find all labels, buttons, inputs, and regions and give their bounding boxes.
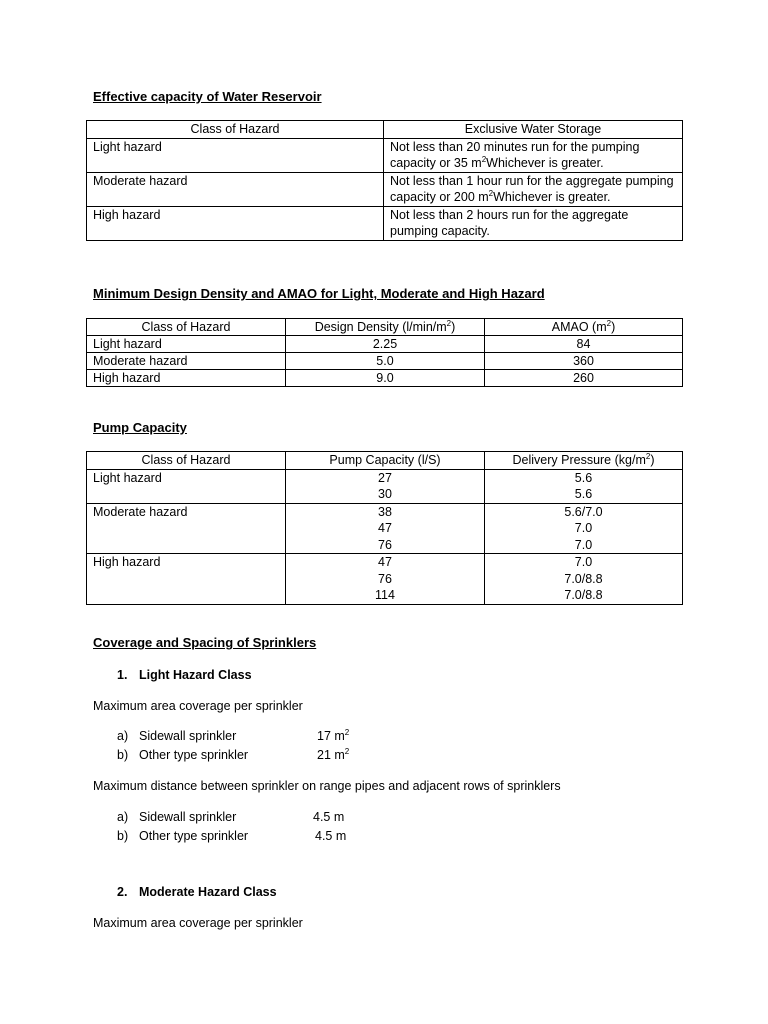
item-value: 21 m (317, 748, 345, 762)
hazard-cell: High hazard (87, 554, 286, 605)
table-row (87, 138, 683, 172)
table-row (87, 172, 683, 206)
hazard-cell: Moderate hazard (87, 353, 286, 370)
capacity-cell: 27 30 (286, 469, 485, 503)
pressure-cell: 5.6/7.0 7.0 7.0 (485, 503, 683, 554)
hazard-cell: High hazard (87, 370, 286, 387)
density-cell: 5.0 (286, 353, 485, 370)
capacity-cell: 38 47 76 (286, 503, 485, 554)
hazard-cell: Light hazard (87, 138, 384, 172)
item-value: 4.5 m (315, 829, 347, 843)
table-row (87, 370, 683, 387)
table-header-row (87, 121, 683, 139)
pressure-cell: 7.0 7.0/8.8 7.0/8.8 (485, 554, 683, 605)
reservoir-heading: Effective capacity of Water Reservoir (93, 89, 322, 104)
item-label: Sidewall sprinkler (139, 810, 237, 824)
item-label: Other type sprinkler (139, 829, 249, 843)
density-cell: 9.0 (286, 370, 485, 387)
item-value: 17 m (317, 729, 345, 743)
table-row (87, 554, 683, 605)
item-label: Sidewall sprinkler (139, 729, 237, 743)
column-header: Design Density $(l/\min/m^2)$ (286, 319, 485, 336)
table-row (87, 206, 683, 240)
hazard-cell: Light hazard (87, 469, 286, 503)
list-number: 2. (117, 885, 128, 899)
column-header: AMAO $(m^2)$ (485, 319, 683, 336)
item-value: 4.5 m (313, 810, 345, 824)
item-label: Other type sprinkler (139, 748, 249, 762)
hazard-cell: Moderate hazard (87, 503, 286, 554)
light-area-text: Maximum area coverage per sprinkler (93, 699, 303, 713)
table-row (87, 353, 683, 370)
subheading-label: Light Hazard Class (139, 668, 252, 682)
storage-cell: Not less than 1 hour run for the aggregate pumping capacity or 200 $m^2Whichever$ is greater. (384, 172, 683, 206)
list-item (117, 828, 346, 844)
column-header: Class of Hazard (87, 319, 286, 336)
density-heading: Minimum Design Density and AMAO for Light, Moderate and High Hazard (93, 286, 545, 301)
light-distance-text: Maximum distance between sprinkler on range pipes and adjacent rows of sprinklers (93, 779, 561, 793)
list-item (117, 809, 344, 825)
column-header: Delivery Pressure $(kg/m^2)$ (485, 452, 683, 470)
coverage-heading: Coverage and Spacing of Sprinklers (93, 635, 317, 650)
list-marker: b) (117, 829, 129, 843)
hazard-cell: Light hazard (87, 336, 286, 353)
amao-cell: 360 (485, 353, 683, 370)
list-marker: a) (117, 810, 129, 824)
column-header: Class of Hazard (87, 452, 286, 470)
storage-cell: Not less than 20 minutes run for the pumping capacity or 35 $m^2Whichever$ is greater. (384, 138, 683, 172)
table-row (87, 503, 683, 554)
list-item: a) Sidewall sprinkler 17 $m^2$ (117, 727, 350, 743)
table-header-row (87, 452, 683, 470)
subheading-label: Moderate Hazard Class (139, 885, 277, 899)
list-marker: a) (117, 729, 129, 743)
table-header-row (87, 319, 683, 336)
list-marker: b) (117, 748, 129, 762)
light-hazard-subheading (117, 667, 252, 683)
moderate-area-text: Maximum area coverage per sprinkler (93, 916, 303, 930)
list-item: b) Other type sprinkler 21 $m^2$ (117, 746, 350, 762)
amao-cell: 84 (485, 336, 683, 353)
moderate-hazard-subheading (117, 884, 277, 900)
storage-cell: Not less than 2 hours run for the aggregate pumping capacity. (384, 206, 683, 240)
amao-cell: 260 (485, 370, 683, 387)
capacity-cell: 47 76 114 (286, 554, 485, 605)
table-row (87, 469, 683, 503)
column-header: Pump Capacity (l/S) (286, 452, 485, 470)
column-header: Exclusive Water Storage (384, 121, 683, 139)
reservoir-table (86, 120, 683, 241)
density-table (86, 318, 683, 387)
pressure-cell: 5.6 5.6 (485, 469, 683, 503)
pump-heading: Pump Capacity (93, 420, 187, 435)
hazard-cell: Moderate hazard (87, 172, 384, 206)
column-header: Class of Hazard (87, 121, 384, 139)
table-row (87, 336, 683, 353)
density-cell: 2.25 (286, 336, 485, 353)
pump-table (86, 451, 683, 605)
list-number: 1. (117, 668, 128, 682)
hazard-cell: High hazard (87, 206, 384, 240)
